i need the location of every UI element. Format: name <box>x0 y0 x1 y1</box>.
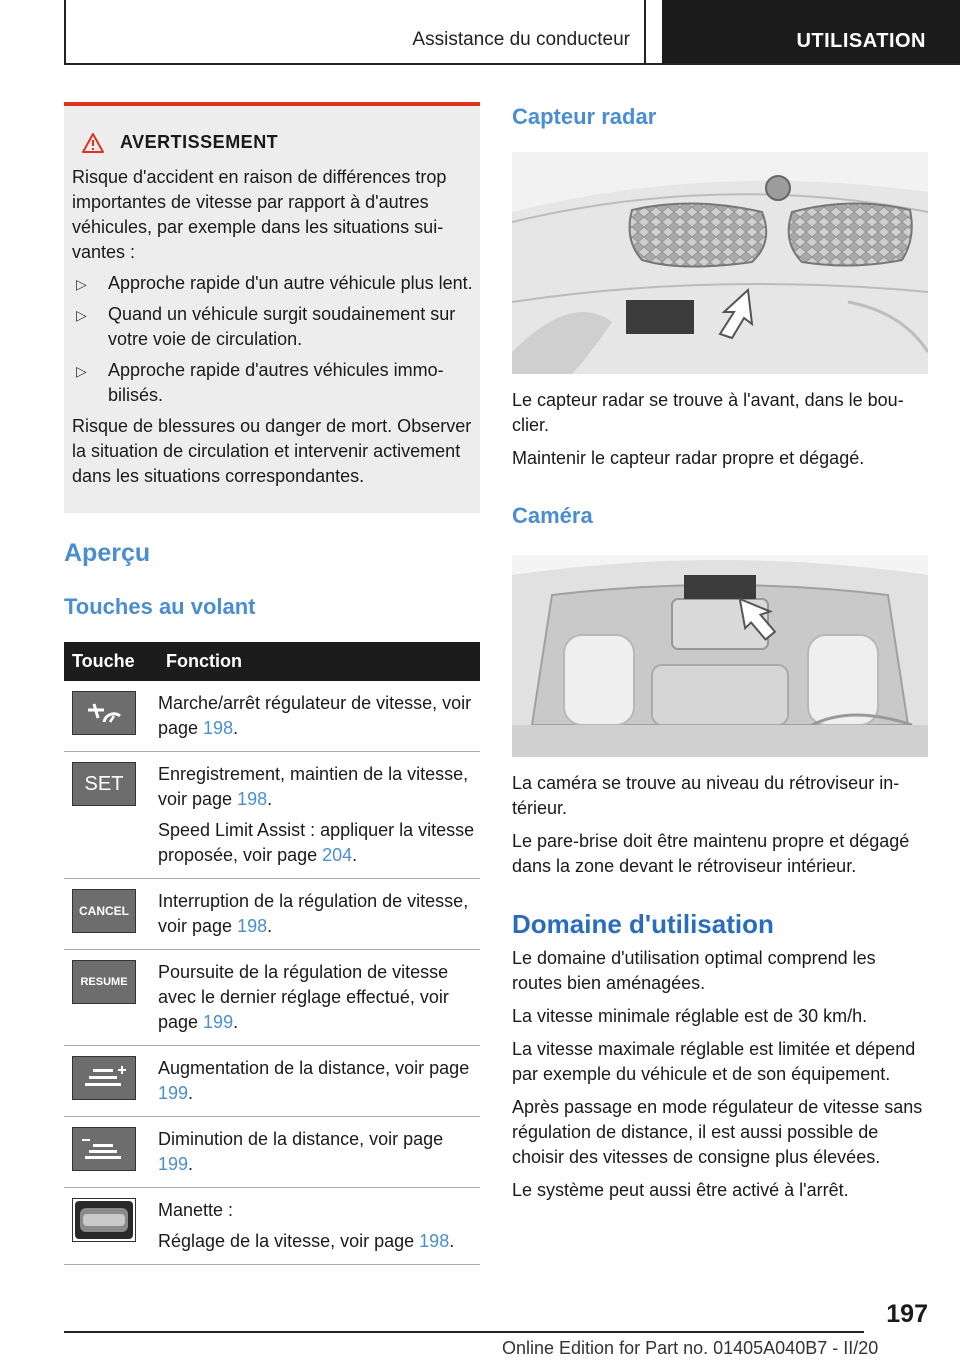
function-text: Speed Limit Assist : appliquer la vitesse proposée, voir page 204. <box>158 820 475 865</box>
distance-increase-icon <box>72 1056 136 1100</box>
key-label: SET <box>84 772 124 795</box>
header-rule <box>64 63 960 65</box>
usage-title: Domaine d'utilisation <box>512 909 774 939</box>
usage-p1: Le domaine d'utilisation optimal comprend les routes bien aménagées. <box>512 948 876 993</box>
warning-item-text: Quand un véhicule surgit soudainement sur votre voie de circulation. <box>108 304 456 349</box>
radar-sensor-image <box>512 152 928 374</box>
usage-p3: La vitesse maximale réglable est limitée et dépend par exemple du véhicule et de son équipement. <box>512 1039 916 1084</box>
function-cell <box>158 1046 480 1117</box>
radar-title: Capteur radar <box>512 104 657 129</box>
overview-title: Aperçu <box>64 539 151 567</box>
warning-item <box>72 358 474 408</box>
function-text: Enregistrement, maintien de la vitesse, voir page 198. <box>158 764 469 809</box>
distance-decrease-icon <box>72 1127 136 1171</box>
page-link[interactable]: 204 <box>322 845 353 865</box>
table-row <box>64 950 480 1046</box>
table-row <box>64 1188 480 1265</box>
header-section-title: Assistance du conducteur <box>412 29 630 50</box>
table-row <box>64 879 480 950</box>
footer-edition: Online Edition for Part no. 01405A040B7 - II/20 <box>502 1338 879 1358</box>
table-row <box>64 1117 480 1188</box>
table-header-row <box>64 642 480 681</box>
left-column <box>64 102 480 1265</box>
page-link[interactable]: 199 <box>203 1012 234 1032</box>
camera-title: Caméra <box>512 503 593 528</box>
camera-image <box>512 555 928 757</box>
right-column <box>512 102 928 1211</box>
warning-triangle-icon <box>82 133 104 153</box>
usage-p2: La vitesse minimale réglable est de 30 km/h. <box>512 1006 868 1026</box>
col-header-function: Fonction <box>158 642 480 681</box>
header-chapter-tab <box>662 0 960 65</box>
warning-intro: Risque d'accident en raison de différences trop importantes de vitesse par rapport à d'autres véhicules, par exemple dans les situations suivantes : <box>72 167 447 262</box>
camera-p2: Le pare-brise doit être maintenu propre et dégagé dans la zone devant le rétroviseur intérieur. <box>512 831 910 876</box>
page-link[interactable]: 198 <box>237 789 268 809</box>
function-text: Augmentation de la distance, voir page 199. <box>158 1058 470 1103</box>
warning-list <box>72 271 474 408</box>
usage-p4: Après passage en mode régulateur de vitesse sans régulation de distance, il est aussi possible de choisir des vitesses de consigne plus élevées. <box>512 1097 923 1167</box>
function-text: Manette : <box>158 1200 234 1220</box>
function-cell <box>158 681 480 752</box>
steering-keys-table <box>64 642 480 1265</box>
key-cell <box>64 1046 158 1117</box>
table-row <box>64 1046 480 1117</box>
function-cell <box>158 879 480 950</box>
function-cell <box>158 1117 480 1188</box>
cancel-key-icon <box>72 889 136 933</box>
page-link[interactable]: 198 <box>419 1231 450 1251</box>
page-link[interactable]: 198 <box>237 916 268 936</box>
function-text: Réglage de la vitesse, voir page 198. <box>158 1231 455 1251</box>
key-cell <box>64 879 158 950</box>
header-chapter-title: UTILISATION <box>796 30 926 52</box>
key-cell <box>64 681 158 752</box>
bullet-triangle-icon: ▷ <box>76 276 87 292</box>
radar-p2: Maintenir le capteur radar propre et dégagé. <box>512 448 865 468</box>
key-cell <box>64 1117 158 1188</box>
camera-p1: La caméra se trouve au niveau du rétroviseur intérieur. <box>512 773 900 818</box>
key-cell <box>64 950 158 1046</box>
function-text: Poursuite de la régulation de vitesse avec le dernier réglage effectué, voir page 199. <box>158 962 449 1032</box>
page-number: 197 <box>886 1300 928 1328</box>
warning-item <box>72 302 474 352</box>
warning-item-text: Approche rapide d'autres véhicules immobilisés. <box>108 360 444 405</box>
function-text: Diminution de la distance, voir page 199. <box>158 1129 444 1174</box>
warning-outro: Risque de blessures ou danger de mort. Observer la situation de circulation et intervenir activement dans les situations correspondantes. <box>72 416 472 486</box>
col-header-key: Touche <box>64 642 158 681</box>
function-cell <box>158 752 480 879</box>
table-row <box>64 681 480 752</box>
key-label: RESUME <box>80 975 128 988</box>
key-cell <box>64 752 158 879</box>
header-section-box <box>64 0 646 63</box>
bullet-triangle-icon: ▷ <box>76 307 87 323</box>
rocker-switch-icon <box>72 1198 136 1242</box>
warning-item-text: Approche rapide d'un autre véhicule plus lent. <box>108 273 473 293</box>
footer-rule <box>64 1331 864 1333</box>
page-link[interactable]: 199 <box>158 1154 189 1174</box>
warning-title-text: AVERTISSEMENT <box>120 132 279 152</box>
page-link[interactable]: 198 <box>203 718 234 738</box>
key-cell <box>64 1188 158 1265</box>
function-cell <box>158 950 480 1046</box>
usage-p5: Le système peut aussi être activé à l'arrêt. <box>512 1180 849 1200</box>
set-key-icon <box>72 762 136 806</box>
overview-subtitle: Touches au volant <box>64 594 256 619</box>
radar-p1: Le capteur radar se trouve à l'avant, dans le bouclier. <box>512 390 904 435</box>
function-text: Marche/arrêt régulateur de vitesse, voir page 198. <box>158 693 472 738</box>
function-cell <box>158 1188 480 1265</box>
warning-title <box>82 132 474 153</box>
bullet-triangle-icon: ▷ <box>76 363 87 379</box>
table-row <box>64 752 480 879</box>
warning-item <box>72 271 474 296</box>
key-label: CANCEL <box>79 903 129 918</box>
resume-key-icon <box>72 960 136 1004</box>
function-text: Interruption de la régulation de vitesse, voir page 198. <box>158 891 469 936</box>
cruise-onoff-icon <box>72 691 136 735</box>
page-link[interactable]: 199 <box>158 1083 189 1103</box>
warning-box <box>64 102 480 513</box>
